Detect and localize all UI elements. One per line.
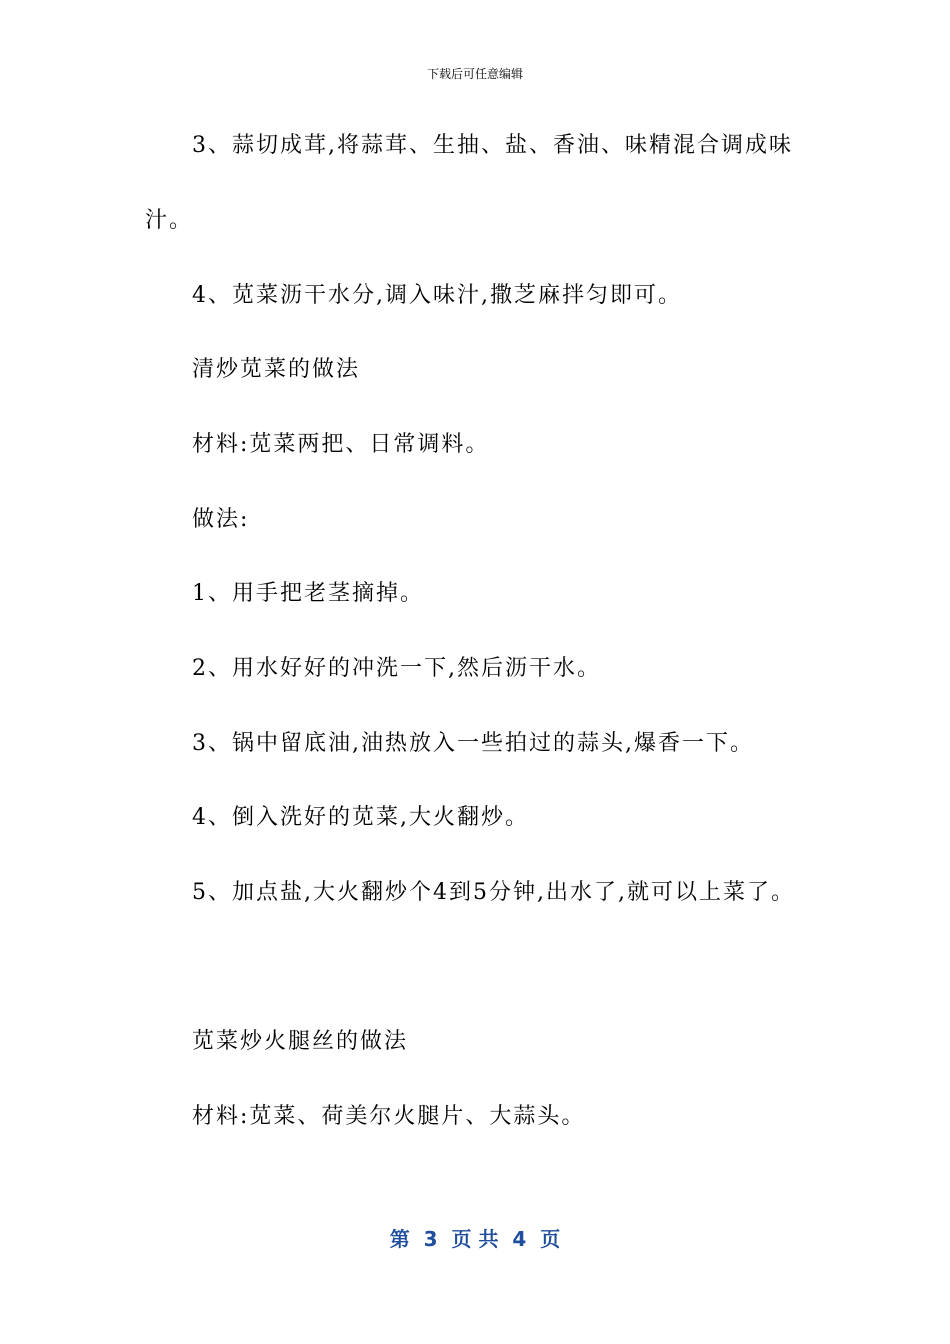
paragraph-line: 1、用手把老茎摘掉。 xyxy=(192,581,424,606)
paragraph-line: 做法: xyxy=(192,507,250,532)
paragraph-line: 3、锅中留底油,油热放入一些拍过的蒜头,爆香一下。 xyxy=(192,731,754,756)
paragraph-line: 4、苋菜沥干水分,调入味汁,撒芝麻拌匀即可。 xyxy=(192,283,682,308)
paragraph-line: 2、用水好好的冲洗一下,然后沥干水。 xyxy=(192,656,601,681)
paragraph-line: 材料:苋菜两把、日常调料。 xyxy=(192,432,490,457)
paragraph-line: 5、加点盐,大火翻炒个4到5分钟,出水了,就可以上菜了。 xyxy=(192,880,795,905)
header-note: 下载后可任意编辑 xyxy=(426,67,523,81)
paragraph-line: 材料:苋菜、荷美尔火腿片、大蒜头。 xyxy=(192,1104,586,1129)
paragraph-line: 汁。 xyxy=(145,208,194,233)
section-heading: 清炒苋菜的做法 xyxy=(192,357,361,382)
section-heading: 苋菜炒火腿丝的做法 xyxy=(192,1029,409,1054)
paragraph-line: 3、蒜切成茸,将蒜茸、生抽、盐、香油、味精混合调成味 xyxy=(192,133,793,158)
page-number: 第 3 页 共 4 页 xyxy=(389,1227,561,1251)
paragraph-line: 4、倒入洗好的苋菜,大火翻炒。 xyxy=(192,805,529,830)
